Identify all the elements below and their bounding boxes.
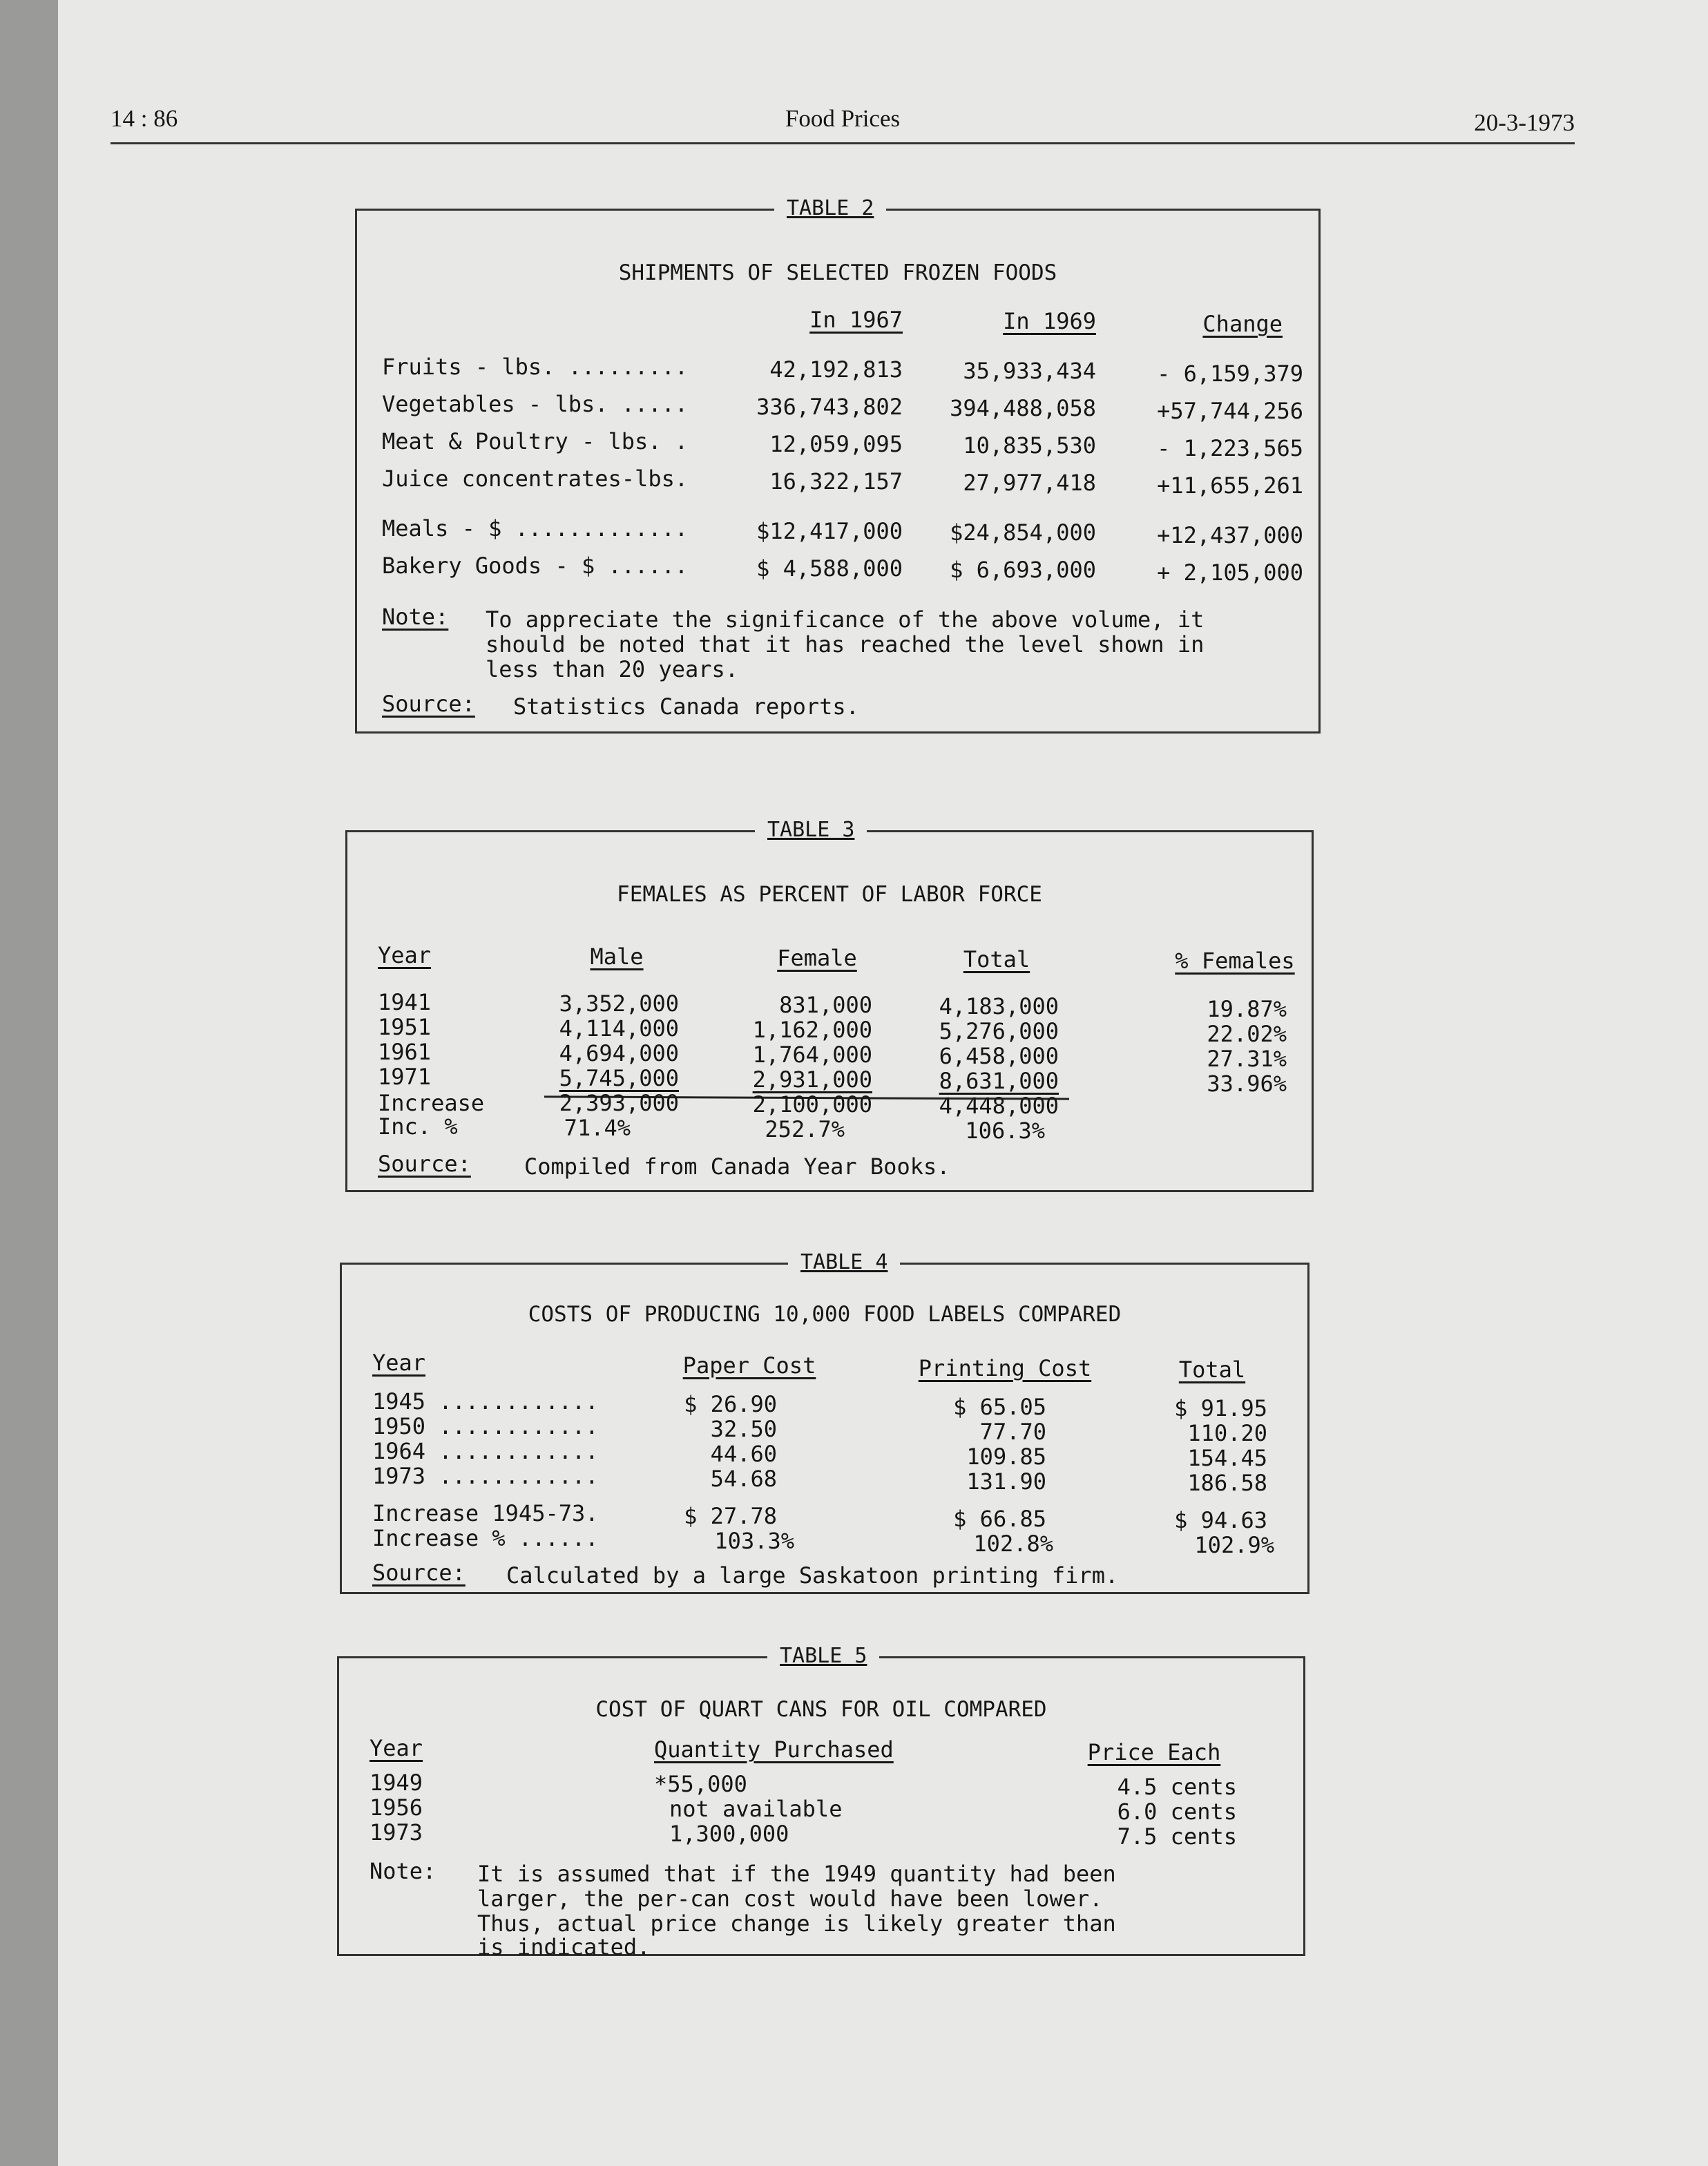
note-line: less than 20 years. — [486, 656, 739, 682]
cell-year: 1951 — [378, 1014, 432, 1040]
note-line: should be noted that it has reached the level shown in — [486, 631, 1205, 658]
cell-year: 1945 ............ — [372, 1388, 599, 1415]
cell-value: $ 65.05 — [953, 1394, 1046, 1420]
table-caption: TABLE 2 — [774, 195, 886, 222]
cell-value: 109.85 — [966, 1444, 1046, 1470]
cell-value: 4,183,000 — [939, 993, 1059, 1019]
cell-value: $ 27.78 — [684, 1503, 777, 1529]
table-5 — [337, 1644, 1305, 1960]
cell-value: +12,437,000 — [1157, 522, 1303, 548]
cell-value: 8,631,000 — [939, 1068, 1059, 1094]
cell-value: 102.9% — [1194, 1532, 1274, 1558]
cell-value: $ 94.63 — [1174, 1507, 1267, 1533]
cell-value: 22.02% — [1207, 1021, 1287, 1047]
note-line: To appreciate the significance of the above volume, it — [486, 606, 1205, 633]
note-label: Note: — [382, 604, 449, 630]
column-header: Change — [1202, 311, 1283, 337]
cell-value: 42,192,813 — [769, 356, 903, 383]
cell-value: 831,000 — [779, 992, 872, 1018]
cell-value: 32.50 — [710, 1416, 777, 1442]
cell-year: 1941 — [378, 989, 432, 1015]
cell-value: 6.0 cents — [1117, 1799, 1237, 1825]
page-title: Food Prices — [785, 105, 901, 132]
cell-year: 1971 — [378, 1064, 432, 1090]
cell-value: 7.5 cents — [1117, 1823, 1237, 1850]
cell-year: 1964 ............ — [372, 1438, 599, 1464]
table-3 — [345, 818, 1314, 1192]
cell-value: 4,694,000 — [559, 1040, 679, 1066]
column-header: Printing Cost — [918, 1355, 1092, 1381]
source-label: Source: — [378, 1151, 471, 1177]
cell-value: 1,162,000 — [752, 1017, 872, 1043]
note-line: larger, the per-can cost would have been lower. — [477, 1886, 1103, 1912]
column-header: Quantity Purchased — [654, 1736, 894, 1763]
cell-value: 44.60 — [710, 1441, 777, 1467]
cell-value: 2,931,000 — [752, 1066, 872, 1093]
cell-value: - 6,159,379 — [1157, 361, 1303, 387]
note-line: is indicated. — [477, 1934, 651, 1960]
table-caption: TABLE 5 — [767, 1643, 879, 1669]
row-label: Fruits - lbs. ......... — [382, 354, 689, 380]
cell-value: *55,000 — [654, 1771, 747, 1797]
cell-year: 1956 — [370, 1794, 423, 1821]
cell-value: $ 6,693,000 — [950, 557, 1096, 583]
table-title: FEMALES AS PERCENT OF LABOR FORCE — [617, 882, 1042, 907]
cell-value: $12,417,000 — [756, 518, 903, 544]
cell-year: 1973 ............ — [372, 1463, 599, 1489]
note-label: Note: — [370, 1858, 436, 1884]
row-label: Bakery Goods - $ ...... — [382, 553, 689, 579]
source-text: Compiled from Canada Year Books. — [524, 1153, 950, 1180]
cell-value: 103.3% — [714, 1528, 794, 1554]
column-header: Total — [1178, 1357, 1246, 1383]
table-2 — [355, 196, 1321, 734]
column-header: Paper Cost — [682, 1352, 816, 1379]
note-line: Thus, actual price change is likely greater than — [477, 1910, 1116, 1937]
cell-value: 131.90 — [966, 1468, 1046, 1495]
cell-value: 3,352,000 — [559, 990, 679, 1017]
table-4 — [340, 1250, 1309, 1594]
cell-value: 54.68 — [710, 1466, 777, 1492]
note-line: It is assumed that if the 1949 quantity had been — [477, 1861, 1116, 1887]
cell-year: Increase % ...... — [372, 1525, 599, 1551]
row-label: Juice concentrates-lbs. — [382, 466, 689, 492]
column-header: Male — [590, 943, 644, 970]
cell-value: 5,276,000 — [939, 1018, 1059, 1044]
cell-value: $ 91.95 — [1174, 1395, 1267, 1421]
cell-value: + 2,105,000 — [1157, 559, 1303, 586]
page-date: 20-3-1973 — [1474, 109, 1575, 136]
column-header: Price Each — [1087, 1739, 1221, 1765]
cell-value: 110.20 — [1187, 1420, 1267, 1446]
page-number: 14 : 86 — [111, 105, 178, 132]
table-title: SHIPMENTS OF SELECTED FROZEN FOODS — [618, 260, 1057, 285]
cell-value: 102.8% — [973, 1531, 1053, 1557]
cell-value: 71.4% — [564, 1115, 631, 1141]
column-header: In 1969 — [1003, 308, 1096, 334]
cell-year: 1949 — [370, 1770, 423, 1796]
table-caption: TABLE 3 — [755, 817, 867, 843]
cell-value: 4,114,000 — [559, 1015, 679, 1042]
column-header: In 1967 — [809, 307, 903, 333]
cell-value: 336,743,802 — [756, 394, 903, 420]
source-label: Source: — [382, 691, 475, 717]
cell-year: 1973 — [370, 1819, 423, 1846]
source-text: Calculated by a large Saskatoon printing firm. — [506, 1562, 1119, 1589]
cell-value: $ 26.90 — [684, 1391, 777, 1417]
row-label: Meals - $ ............. — [382, 515, 689, 542]
cell-value: 35,933,434 — [963, 358, 1096, 384]
cell-value: 1,764,000 — [752, 1042, 872, 1068]
table-title: COSTS OF PRODUCING 10,000 FOOD LABELS COMPARED — [528, 1302, 1122, 1327]
cell-value: 106.3% — [965, 1118, 1045, 1144]
row-label: Meat & Poultry - lbs. . — [382, 428, 689, 454]
cell-value: - 1,223,565 — [1157, 435, 1303, 461]
table-title: COST OF QUART CANS FOR OIL COMPARED — [595, 1697, 1047, 1722]
cell-value: 6,458,000 — [939, 1043, 1059, 1069]
cell-value: 154.45 — [1187, 1445, 1267, 1471]
cell-value: 252.7% — [765, 1116, 845, 1142]
cell-value: 4,448,000 — [939, 1093, 1059, 1119]
row-label: Vegetables - lbs. ..... — [382, 391, 689, 417]
cell-value: 186.58 — [1187, 1470, 1267, 1496]
cell-value: +11,655,261 — [1157, 472, 1303, 499]
source-text: Statistics Canada reports. — [513, 693, 859, 720]
cell-value: 5,745,000 — [559, 1065, 679, 1091]
cell-value: 10,835,530 — [963, 432, 1096, 459]
column-header: Year — [370, 1735, 423, 1761]
cell-year: Increase — [378, 1090, 485, 1116]
cell-value: 4.5 cents — [1117, 1774, 1237, 1800]
cell-year: 1950 ............ — [372, 1413, 599, 1439]
cell-value: 77.70 — [979, 1419, 1046, 1445]
cell-value: 27.31% — [1207, 1046, 1287, 1072]
cell-value: 2,393,000 — [559, 1090, 679, 1116]
column-header: Year — [378, 942, 432, 968]
column-header: Total — [963, 946, 1030, 972]
page-header — [111, 104, 1575, 144]
cell-value: 16,322,157 — [769, 468, 903, 495]
table-caption: TABLE 4 — [788, 1249, 900, 1276]
cell-value: 2,100,000 — [752, 1091, 872, 1118]
cell-value: $24,854,000 — [950, 519, 1096, 546]
cell-value: 12,059,095 — [769, 431, 903, 457]
cell-value: not available — [669, 1796, 843, 1822]
cell-value: 33.96% — [1207, 1071, 1287, 1097]
column-header: % Females — [1175, 948, 1295, 974]
cell-value: +57,744,256 — [1157, 398, 1303, 424]
cell-year: Increase 1945-73. — [372, 1500, 599, 1526]
source-label: Source: — [372, 1560, 466, 1586]
cell-value: 19.87% — [1207, 996, 1287, 1022]
cell-value: 27,977,418 — [963, 470, 1096, 496]
cell-value: $ 4,588,000 — [756, 555, 903, 582]
cell-value: $ 66.85 — [953, 1506, 1046, 1532]
column-header: Year — [372, 1350, 426, 1376]
column-header: Female — [777, 945, 857, 971]
cell-year: Inc. % — [378, 1113, 458, 1140]
cell-value: 1,300,000 — [669, 1821, 789, 1847]
cell-value: 394,488,058 — [950, 395, 1096, 421]
cell-year: 1961 — [378, 1039, 432, 1065]
